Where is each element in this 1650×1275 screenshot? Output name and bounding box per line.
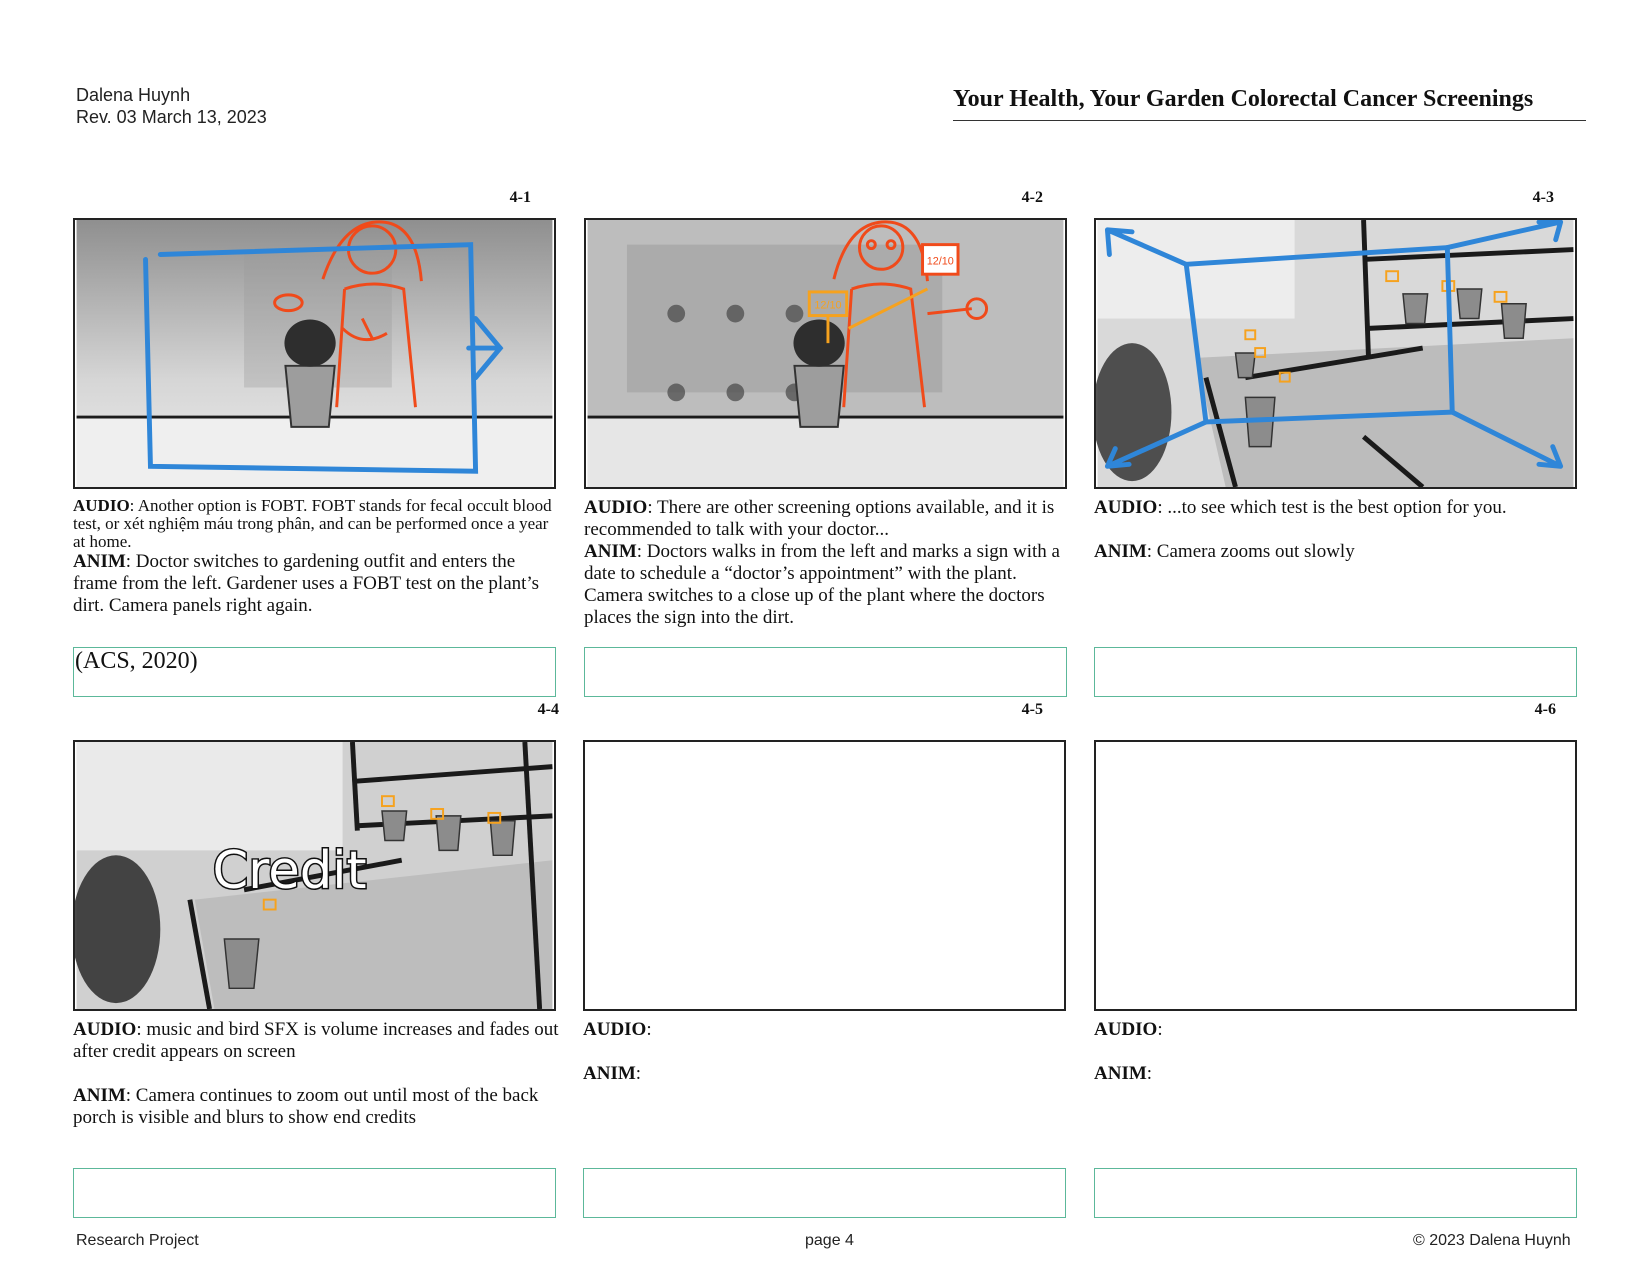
panel-caption-4-5: [583, 1019, 1073, 1085]
audio-text: : music and bird SFX is volume increases and fades out after credit appears on screen: [73, 1019, 559, 1062]
panel-number: 4-3: [1532, 189, 1554, 206]
footer-page-number: page 4: [805, 1232, 854, 1249]
notes-box: [73, 1168, 556, 1218]
anim-line: [583, 1063, 1073, 1085]
sign-date-text: 12/10: [926, 255, 954, 268]
audio-label: AUDIO: [584, 497, 648, 518]
spacer: [1094, 1041, 1584, 1063]
document-title: Your Health, Your Garden Colorectal Cancer Screenings: [953, 84, 1586, 121]
panel-caption-4-2: [584, 497, 1074, 629]
anim-text: : Doctor switches to gardening outfit and enters the frame from the left. Gardener uses a FOBT test on the plant’s dirt. Camera panels right again.: [73, 551, 540, 616]
storyboard-frame-4-5: [583, 740, 1066, 1011]
anim-text: : Camera zooms out slowly: [1146, 541, 1355, 562]
audio-text: :: [1157, 1019, 1163, 1040]
anim-line: [1094, 541, 1584, 563]
notes-box: [1094, 1168, 1577, 1218]
panel-caption-4-1: [73, 497, 563, 617]
panel-number: 4-6: [1534, 701, 1556, 718]
audio-label: AUDIO: [1094, 1019, 1158, 1040]
anim-label: ANIM: [1094, 541, 1147, 562]
storyboard-frame-4-4: [73, 740, 556, 1011]
storyboard-frame-4-1: [73, 218, 556, 489]
anim-label: ANIM: [1094, 1063, 1147, 1084]
audio-line: [73, 1019, 563, 1063]
frame-sketch-zoom-out-porch: [1096, 220, 1575, 487]
panel-caption-4-6: [1094, 1019, 1584, 1085]
footer-copyright: © 2023 Dalena Huynh: [1413, 1232, 1571, 1249]
notes-box: (ACS, 2020): [73, 647, 556, 697]
anim-text: :: [1146, 1063, 1153, 1084]
anim-text: :: [635, 1063, 642, 1084]
storyboard-frame-4-2: [584, 218, 1067, 489]
storyboard-frame-4-6: [1094, 740, 1577, 1011]
header-author-block: [76, 84, 267, 128]
storyboard-frame-4-3: [1094, 218, 1577, 489]
anim-text: : Doctors walks in from the left and marks a sign with a date to schedule a “doctor’s appointment” with the plant. Camera switches to a close up of the plant where the doctors places the sign into the dirt.: [584, 541, 1060, 628]
audio-line: [1094, 497, 1584, 519]
spacer: [73, 1063, 563, 1085]
audio-label: AUDIO: [583, 1019, 647, 1040]
anim-line: [1094, 1063, 1584, 1085]
frame-sketch-gardener-fobt: [75, 220, 554, 487]
panel-number: 4-5: [1021, 701, 1043, 718]
anim-line: [584, 541, 1074, 629]
frame-sketch-doctor-sign: [586, 220, 1065, 487]
anim-label: ANIM: [73, 1085, 126, 1106]
audio-text: : There are other screening options available, and it is recommended to talk with your doctor...: [584, 497, 1055, 540]
spacer: [583, 1041, 1073, 1063]
appointment-sign-right: [923, 245, 958, 275]
audio-label: AUDIO: [73, 1019, 137, 1040]
anim-text: : Camera continues to zoom out until most of the back porch is visible and blurs to show end credits: [73, 1085, 539, 1128]
audio-text: :: [646, 1019, 652, 1040]
sign-date-text: 12/10: [814, 299, 842, 312]
notes-box: [583, 1168, 1066, 1218]
panel-number: 4-2: [1021, 189, 1043, 206]
anim-label: ANIM: [584, 541, 637, 562]
frame-sketch-end-credits: [75, 742, 554, 1009]
anim-line: [73, 1085, 563, 1129]
panel-caption-4-3: [1094, 497, 1584, 563]
author-name: Dalena Huynh: [76, 85, 191, 105]
audio-label: AUDIO: [73, 496, 130, 515]
notes-box: [1094, 647, 1577, 697]
audio-text: : ...to see which test is the best option for you.: [1157, 497, 1507, 518]
anim-label: ANIM: [583, 1063, 636, 1084]
revision-date: Rev. 03 March 13, 2023: [76, 107, 267, 127]
audio-text: : Another option is FOBT. FOBT stands for fecal occult blood test, or xét nghiệm máu trong phân, and can be performed once a year at home.: [73, 496, 552, 551]
audio-line: [1094, 1019, 1584, 1041]
spacer: [1094, 519, 1584, 541]
panel-caption-4-4: [73, 1019, 563, 1129]
anim-label: ANIM: [73, 551, 126, 572]
credit-overlay-text: Credit: [212, 840, 367, 901]
panel-number: 4-4: [537, 701, 559, 718]
audio-line: [73, 497, 563, 551]
audio-label: AUDIO: [1094, 497, 1158, 518]
panel-number: 4-1: [509, 189, 531, 206]
footer-project: Research Project: [76, 1232, 199, 1249]
audio-line: [583, 1019, 1073, 1041]
anim-line: [73, 551, 563, 617]
audio-line: [584, 497, 1074, 541]
notes-box: [584, 647, 1067, 697]
